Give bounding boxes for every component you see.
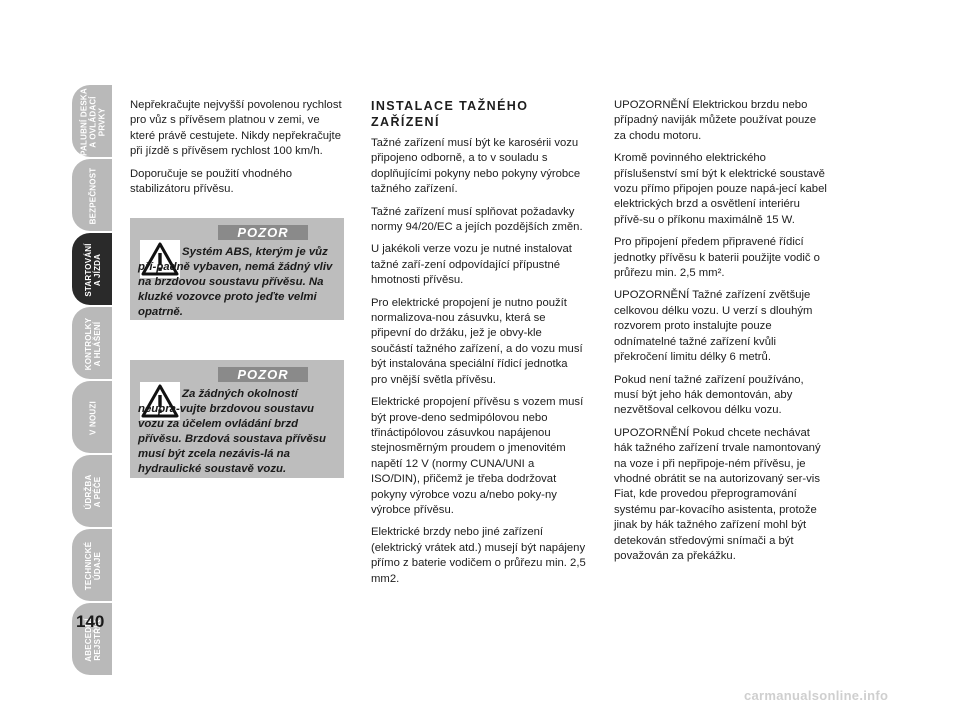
warning-title: POZOR [218,225,308,240]
paragraph: UPOZORNĚNÍ Pokud chcete nechávat hák tažného zařízení trvale namontovaný na voze i při nepřipoje-ném přívěsu, je vhodné obrátit se na autorizovaný ser-vis Fiat, kde provedou přeprogramování systému par-kovacího asistenta, protože jinak by hák tažného zařízení mohl být detekován středovými snímači a být považován za překážku. [614,426,821,562]
warning-title: POZOR [218,367,308,382]
paragraph: Tažné zařízení musí být ke karosérii vozu připojeno odborně, a to v souladu s doplňujícími pokyny nebo pokyny výrobce tažného zařízení. [371,137,581,196]
paragraph: Nepřekračujte nejvyšší povolenou rychlost pro vůz s přívěsem platnou v zemi, ve které právě cestujete. Nikdy nepřekračujte při jízdě s přívěsem rychlost 100 km/h. [130,99,342,158]
warning-text: Systém ABS, kterým je vůz pří-padně vybaven, nemá žádný vliv na brzdovou soustavu přívěsu. Na kluzké vozovce proto jeďte velmi opatrně. [138,246,333,318]
paragraph: Tažné zařízení musí splňovat požadavky normy 94/20/EC a jejích pozdějších změn. [371,205,583,234]
column-left [130,98,344,204]
tab-palubni-deska[interactable]: PALUBNÍ DESKA A OVLÁDACÍ PRVKY [72,85,114,159]
warning-box-abs [130,218,344,320]
tab-kontrolky[interactable]: KONTROLKY A HLÁŠENÍ [72,307,114,381]
paragraph: U jakékoli verze vozu je nutné instalovat tažné zaří-zení odpovídající přípustné hmotnosti přívěsu. [371,243,572,287]
watermark-footer: carmanualsonline.info [744,688,889,703]
page-number: 140 [76,612,105,631]
paragraph: Pokud není tažné zařízení používáno, musí být jeho hák demontován, aby nezvětšoval celkovou délku vozu. [614,373,804,417]
tab-udrzba[interactable]: ÚDRŽBA A PÉČE [72,455,114,529]
paragraph: Doporučuje se použití vhodného stabilizátoru přívěsu. [130,167,293,196]
column-middle [371,98,586,594]
paragraph: Elektrické brzdy nebo jiné zařízení (elektrický vrátek atd.) musejí být napájeny přímo z baterie vodičem o průřezu min. 2,5 mm2. [371,526,586,585]
paragraph: Pro připojení předem připravené řídicí jednotky přívěsu k baterii použijte vodič o průřezu min. 2,5 mm². [614,236,820,280]
tab-v-nouzi[interactable]: V NOUZI [72,381,114,455]
tab-bezpecnost[interactable]: BEZPEČNOST [72,159,114,233]
tab-technicke-udaje[interactable]: TECHNICKÉ ÚDAJE [72,529,114,603]
section-heading: INSTALACE TAŽNÉHO ZAŘÍZENÍ [371,99,529,129]
column-right [614,98,829,571]
tab-abecedni-rejstrik[interactable]: ABECEDNÍ REJSTŘÍK [72,603,114,677]
tab-startovani[interactable]: STARTOVÁNÍ A JÍZDA [72,233,114,307]
paragraph: Elektrické propojení přívěsu s vozem musí být prove-deno sedmipólovou nebo třináctipólovou zásuvkou napájenou stejnosměrným proudem o jmenovitém napětí 12 V (normy CUNA/UNI a ISO/DIN), přičemž je třeba dodržovat pokyny výrobce vozu a/nebo poky-ny výrobce přívěsu. [371,396,584,516]
paragraph: UPOZORNĚNÍ Elektrickou brzdu nebo případný naviják můžete používat pouze za chodu motoru. [614,99,817,142]
paragraph: Pro elektrické propojení je nutno použít normalizova-nou zásuvku, která se připevní do držáku, jež je obvy-kle součástí tažného zařízení, a do vozu musí být instalována speciální řídicí jednotka pro vnější světla přívěsu. [371,296,583,386]
warning-text: Za žádných okolností neupra-vujte brzdovou soustavu vozu za účelem ovládání brzd přívěsu. Brzdová soustava přívěsu musí být zcela nezávis-lá na hydraulické soustavě vozu. [138,388,327,475]
paragraph: Kromě povinného elektrického příslušenství smí být k elektrické soustavě vozu přímo připojen pouze napá-jecí kabel elektrických brzd a osvětlení interiéru přívě-su o příkonu maximálně 15 W. [614,152,827,226]
section-tabs [72,85,114,677]
paragraph: UPOZORNĚNÍ Tažné zařízení zvětšuje celkovou délku vozu. U verzí s dlouhým rozvorem proto instalujte pouze odnímatelné tažné zařízení kvůli překročení limitu délky 6 metrů. [614,289,813,364]
warning-box-brakes [130,360,344,478]
